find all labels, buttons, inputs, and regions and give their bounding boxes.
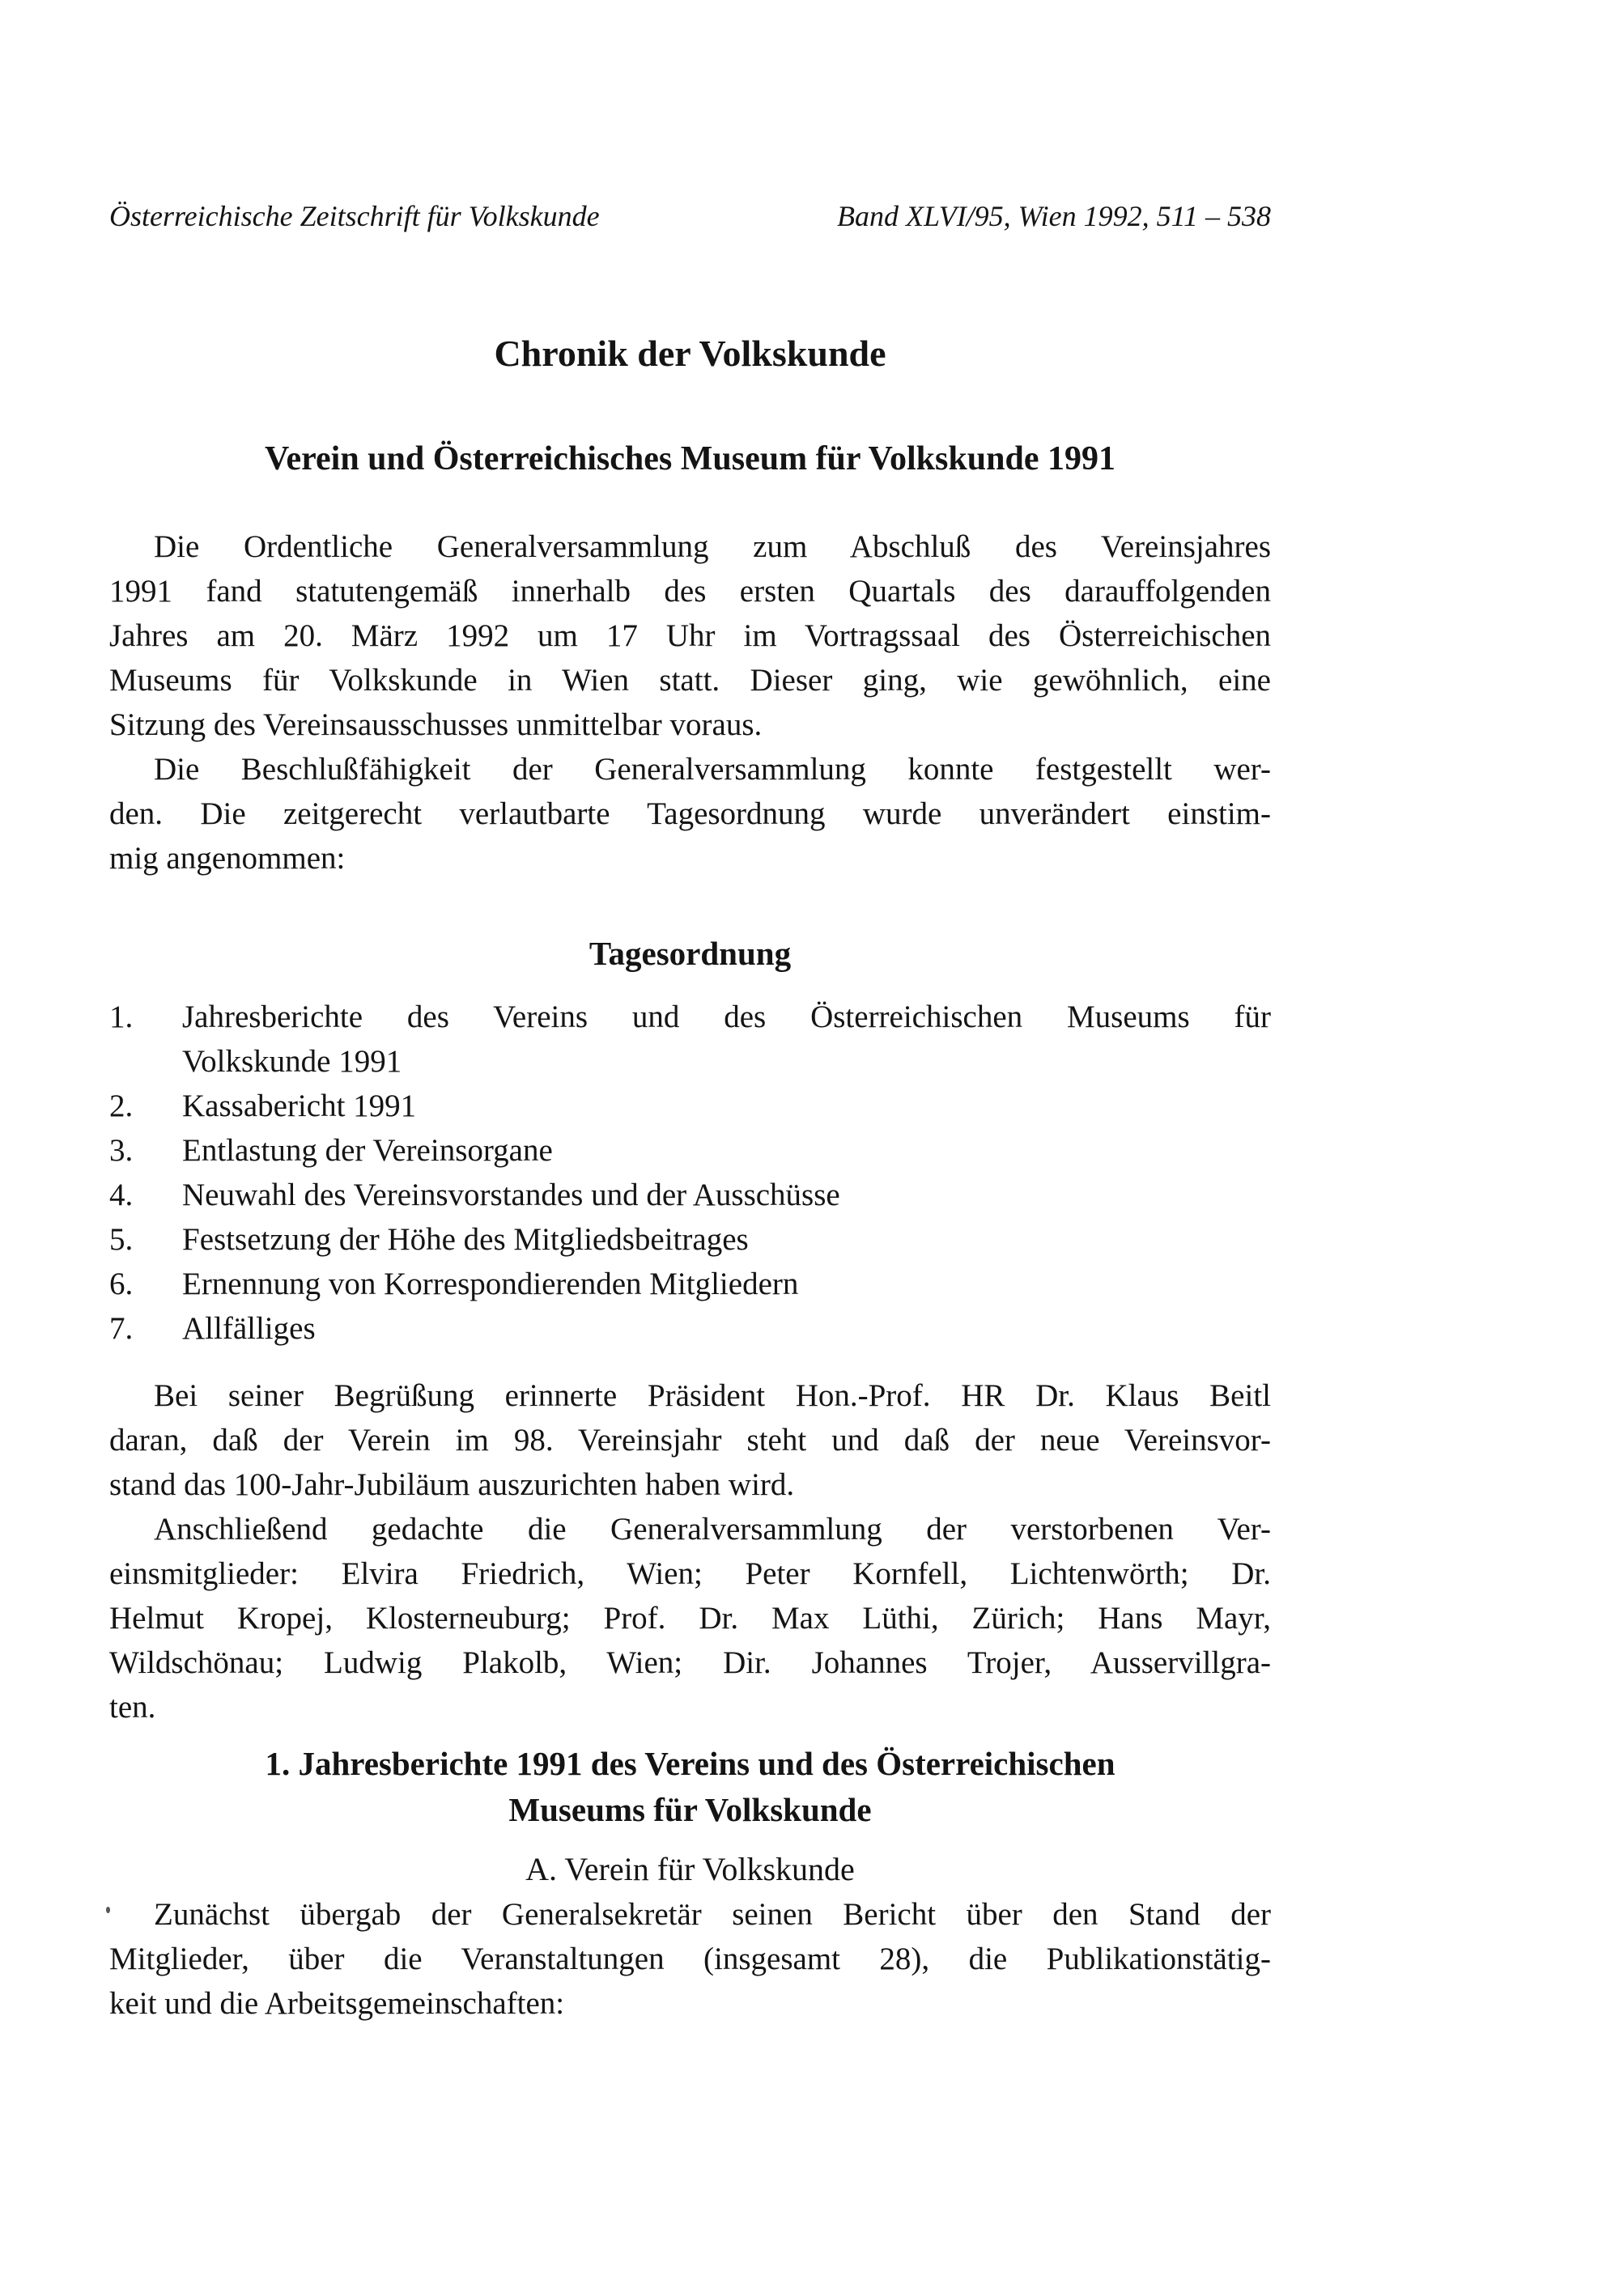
agenda-item-lines: [182, 995, 1271, 1084]
paragraph-line: Die Ordentliche Generalversammlung zum Abschluß des Vereinsjahres: [154, 529, 1271, 564]
agenda-item-line: Ernennung von Korrespondierenden Mitgliedern: [182, 1267, 799, 1301]
agenda-item: [109, 1173, 1271, 1217]
agenda-item-lines: [182, 1128, 1271, 1173]
agenda-item-lines: [182, 1217, 1271, 1262]
heading-line: Museums für Volkskunde: [508, 1791, 872, 1828]
body-paragraph: [109, 747, 1271, 881]
section-heading: [109, 931, 1271, 977]
paragraph-line: Bei seiner Begrüßung erinnerte Präsident Hon.-Prof. HR Dr. Klaus Beitl: [154, 1378, 1271, 1413]
paragraph-line: Mitglieder, über die Veranstaltungen (insgesamt 28), die Publikationstätig-: [109, 1942, 1271, 1976]
paragraph-line: einsmitglieder: Elvira Friedrich, Wien; Peter Kornfell, Lichtenwörth; Dr.: [109, 1556, 1271, 1591]
paragraph-line: Anschließend gedachte die Generalversammlung der verstorbenen Ver-: [154, 1512, 1271, 1547]
agenda-item-line: Volkskunde 1991: [182, 1044, 402, 1079]
body-paragraph: [109, 524, 1271, 747]
agenda-item-number: 6.: [109, 1267, 134, 1301]
agenda-item: [109, 1306, 1271, 1351]
agenda-item-number: 5.: [109, 1222, 134, 1257]
heading-line: Tagesordnung: [589, 935, 792, 972]
paragraph-line: Wildschönau; Ludwig Plakolb, Wien; Dir. Johannes Trojer, Ausservillgra-: [109, 1645, 1271, 1680]
article-body: [109, 524, 1271, 2026]
section-heading: [109, 1846, 1271, 1892]
paragraph-line: stand das 100-Jahr-Jubiläum auszurichten haben wird.: [109, 1467, 795, 1502]
agenda-item-line: Festsetzung der Höhe des Mitgliedsbeitrages: [182, 1222, 749, 1257]
body-paragraph: [109, 1892, 1271, 2026]
agenda-item: [109, 995, 1271, 1084]
agenda-item: [109, 1084, 1271, 1128]
agenda-item-number: 1.: [109, 999, 134, 1034]
heading-line: A. Verein für Volkskunde: [525, 1851, 855, 1887]
heading-line: 1. Jahresberichte 1991 des Vereins und des Österreichischen: [265, 1745, 1115, 1782]
body-paragraph: [109, 1507, 1271, 1729]
article-subtitle: Verein und Österreichisches Museum für Volkskunde 1991: [265, 440, 1115, 477]
journal-header: [109, 194, 1271, 239]
agenda-item-line: Kassabericht 1991: [182, 1089, 417, 1123]
paragraph-line: Museums für Volkskunde in Wien statt. Dieser ging, wie gewöhnlich, eine: [109, 663, 1271, 698]
paragraph-line: Zunächst übergab der Generalsekretär seinen Bericht über den Stand der: [154, 1897, 1271, 1932]
agenda-item-lines: [182, 1262, 1271, 1306]
agenda-item-number: 4.: [109, 1178, 134, 1212]
agenda-item-line: Allfälliges: [182, 1311, 316, 1346]
agenda-item-lines: [182, 1306, 1271, 1351]
agenda-item-line: Jahresberichte des Vereins und des Österreichischen Museums für: [182, 999, 1271, 1034]
text-column: [109, 194, 1271, 2026]
paragraph-line: Jahres am 20. März 1992 um 17 Uhr im Vortragssaal des Österreichischen: [109, 618, 1271, 653]
paragraph-line: Die Beschlußfähigkeit der Generalversammlung konnte festgestellt wer-: [154, 752, 1271, 787]
paragraph-line: keit und die Arbeitsgemeinschaften:: [109, 1986, 565, 2021]
agenda-item: [109, 1217, 1271, 1262]
agenda-item-number: 3.: [109, 1133, 134, 1168]
paragraph-line: ten.: [109, 1690, 156, 1725]
agenda-item-line: Entlastung der Vereinsorgane: [182, 1133, 553, 1168]
paragraph-line: daran, daß der Verein im 98. Vereinsjahr steht und daß der neue Vereinsvor-: [109, 1423, 1271, 1458]
agenda-item-line: Neuwahl des Vereinsvorstandes und der Ausschüsse: [182, 1178, 840, 1212]
agenda-list: [109, 995, 1271, 1351]
journal-issue-info: Band XLVI/95, Wien 1992, 511 – 538: [837, 200, 1271, 232]
journal-name: Österreichische Zeitschrift für Volkskunde: [109, 200, 600, 232]
paragraph-line: den. Die zeitgerecht verlautbarte Tagesordnung wurde unverändert einstim-: [109, 796, 1271, 831]
paragraph-line: Helmut Kropej, Klosterneuburg; Prof. Dr. Max Lüthi, Zürich; Hans Mayr,: [109, 1601, 1271, 1636]
agenda-item-number: 7.: [109, 1311, 134, 1346]
paragraph-line: Sitzung des Vereinsausschusses unmittelbar voraus.: [109, 707, 763, 742]
paragraph-line: 1991 fand statutengemäß innerhalb des ersten Quartals des darauffolgenden: [109, 574, 1271, 609]
body-paragraph: [109, 1373, 1271, 1507]
paragraph-line: mig angenommen:: [109, 841, 346, 876]
agenda-item: [109, 1262, 1271, 1306]
section-heading: [109, 1741, 1271, 1833]
agenda-item-lines: [182, 1173, 1271, 1217]
article-title: Chronik der Volkskunde: [494, 333, 886, 374]
agenda-item-lines: [182, 1084, 1271, 1128]
agenda-item: [109, 1128, 1271, 1173]
agenda-item-number: 2.: [109, 1089, 134, 1123]
